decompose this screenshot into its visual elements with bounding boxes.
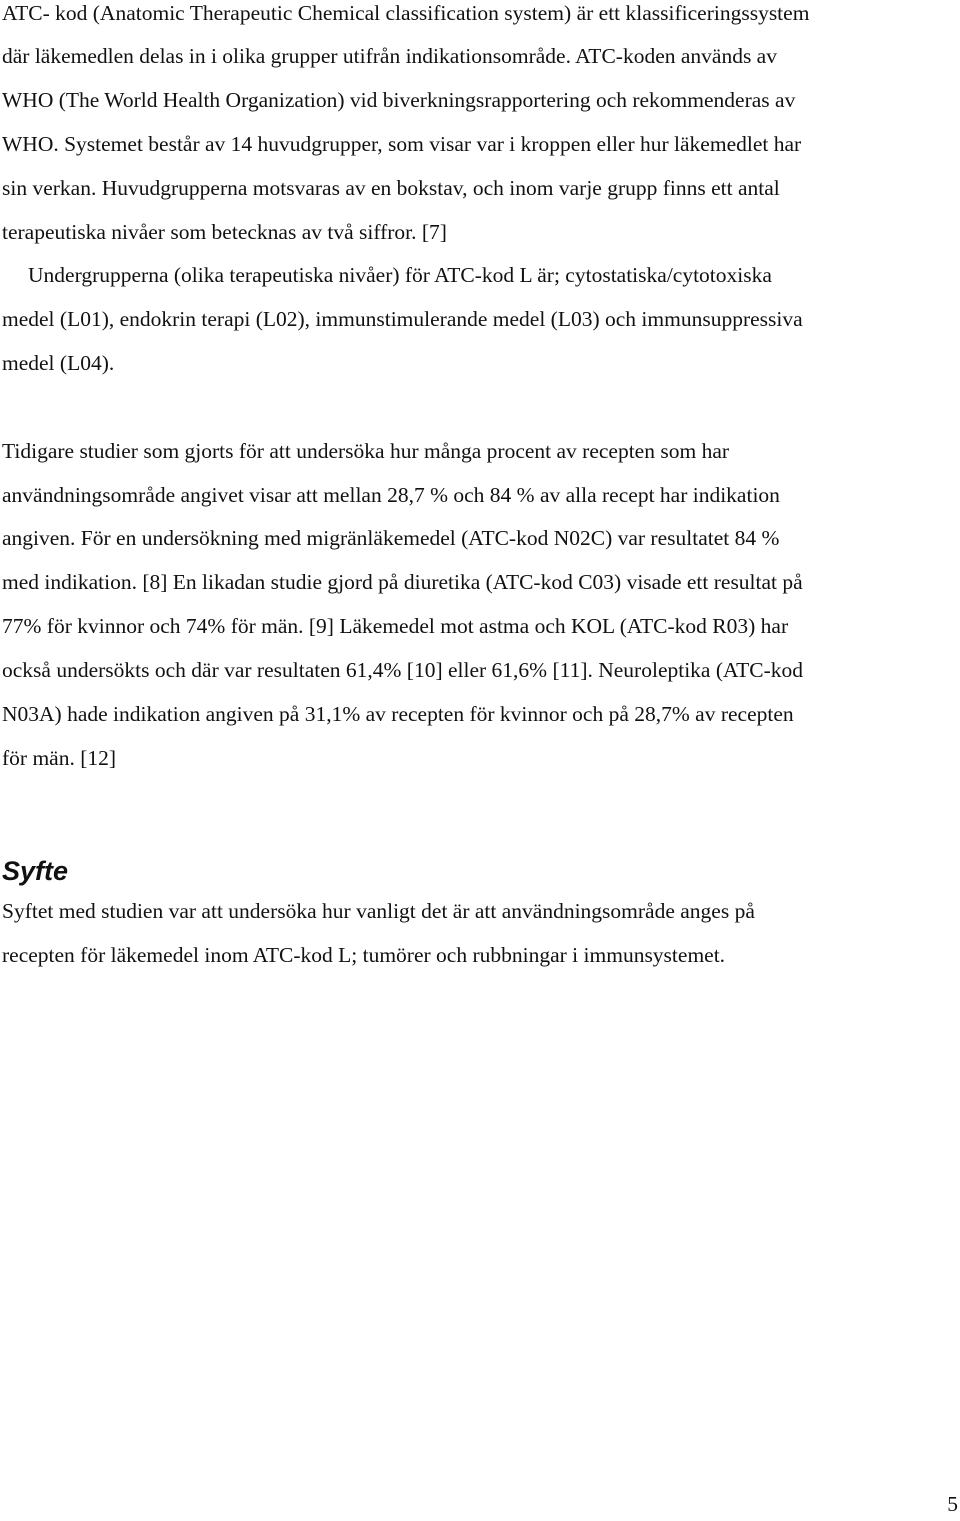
text-line: 77% för kvinnor och 74% för män. [9] Läkemedel mot astma och KOL (ATC-kod R03) har xyxy=(2,614,789,638)
text-line: med indikation. [8] En likadan studie gjord på diuretika (ATC-kod C03) visade ett resultat på xyxy=(2,570,803,594)
text-line: ATC- kod (Anatomic Therapeutic Chemical classification system) är ett klassificeringssystem xyxy=(2,1,810,25)
text-line: WHO (The World Health Organization) vid biverkningsrapportering och rekommenderas av xyxy=(2,88,796,112)
text-line: Syftet med studien var att undersöka hur vanligt det är att användningsområde anges på xyxy=(2,899,755,923)
text-line: recepten för läkemedel inom ATC-kod L; tumörer och rubbningar i immunsystemet. xyxy=(2,943,726,967)
text-line: medel (L04). xyxy=(2,351,115,375)
text-line: användningsområde angivet visar att mellan 28,7 % och 84 % av alla recept har indikation xyxy=(2,483,780,507)
text-line: terapeutiska nivåer som betecknas av två siffror. [7] xyxy=(2,220,447,244)
text-line: för män. [12] xyxy=(2,746,117,770)
text-line: Undergrupperna (olika terapeutiska nivåer) för ATC-kod L är; cytostatiska/cytotoxiska xyxy=(28,263,772,287)
text-line: angiven. För en undersökning med migränläkemedel (ATC-kod N02C) var resultatet 84 % xyxy=(2,526,780,550)
text-line: medel (L01), endokrin terapi (L02), immunstimulerande medel (L03) och immunsuppressiva xyxy=(2,307,803,331)
section-heading-syfte: Syfte xyxy=(2,856,69,886)
text-line: WHO. Systemet består av 14 huvudgrupper, som visar var i kroppen eller hur läkemedlet har xyxy=(2,132,802,156)
page-number: 5 xyxy=(947,1492,958,1516)
text-line: Tidigare studier som gjorts för att undersöka hur många procent av recepten som har xyxy=(2,439,730,463)
text-line: N03A) hade indikation angiven på 31,1% av recepten för kvinnor och på 28,7% av recepten xyxy=(2,702,794,726)
text-line: också undersökts och där var resultaten 61,4% [10] eller 61,6% [11]. Neuroleptika (ATC-kod xyxy=(2,658,804,682)
text-line: där läkemedlen delas in i olika grupper utifrån indikationsområde. ATC-koden används av xyxy=(2,44,777,68)
text-line: sin verkan. Huvudgrupperna motsvaras av en bokstav, och inom varje grupp finns ett antal xyxy=(2,176,780,200)
